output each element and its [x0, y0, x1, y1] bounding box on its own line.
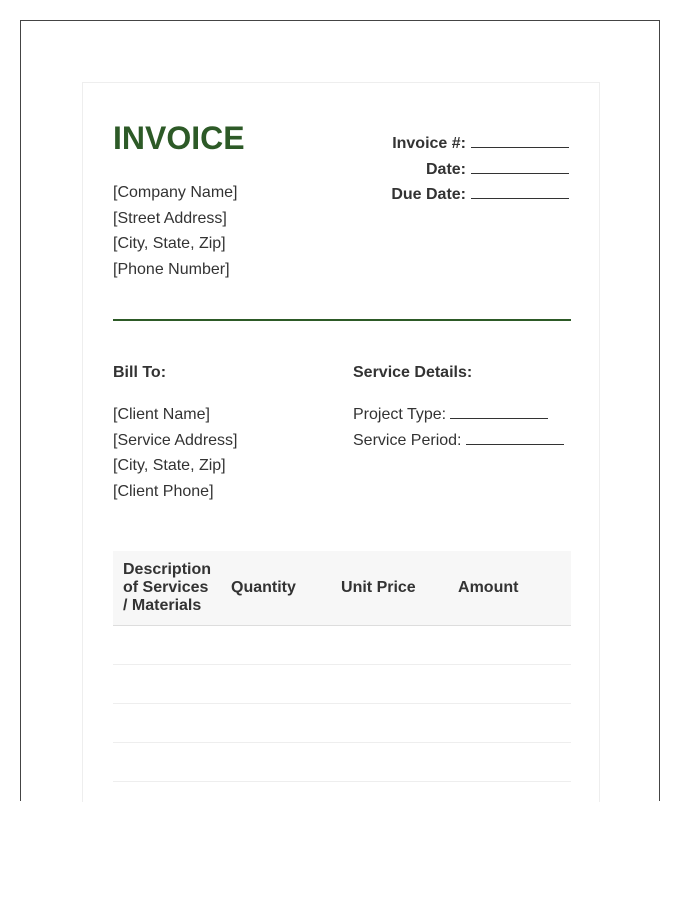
- table-cell[interactable]: [113, 626, 221, 665]
- invoice-number-blank[interactable]: [471, 131, 569, 148]
- table-cell[interactable]: [448, 743, 571, 782]
- table-cell[interactable]: [113, 704, 221, 743]
- invoice-card: [82, 82, 600, 802]
- table-cell[interactable]: [221, 704, 331, 743]
- service-period-blank[interactable]: [466, 428, 564, 445]
- table-cell[interactable]: [113, 665, 221, 704]
- client-address: [Service Address]: [113, 431, 238, 449]
- client-name: [Client Name]: [113, 406, 210, 423]
- table-cell[interactable]: [221, 626, 331, 665]
- header-quantity: Quantity: [221, 551, 331, 626]
- service-info: [353, 402, 564, 453]
- table-cell[interactable]: [331, 665, 448, 704]
- table-cell[interactable]: [448, 626, 571, 665]
- company-name: [Company Name]: [113, 184, 238, 201]
- date-label: Date:: [425, 160, 466, 178]
- service-period-row: [353, 428, 564, 454]
- date-row: [391, 157, 569, 183]
- project-type-row: [353, 402, 564, 428]
- due-date-row: [391, 182, 569, 208]
- table-cell[interactable]: [221, 743, 331, 782]
- table-row: [113, 743, 571, 782]
- table-row: [113, 665, 571, 704]
- page-frame: [20, 20, 660, 801]
- table-cell[interactable]: [448, 665, 571, 704]
- header-divider: [113, 319, 571, 321]
- header-unit-price: Unit Price: [331, 551, 448, 626]
- bill-to-title: Bill To:: [113, 364, 167, 381]
- table-cell[interactable]: [331, 704, 448, 743]
- service-details-title: Service Details:: [353, 364, 473, 381]
- company-street: [Street Address]: [113, 209, 227, 227]
- date-blank[interactable]: [471, 157, 569, 174]
- table-header-row: [113, 551, 571, 626]
- due-date-label: Due Date:: [391, 186, 466, 203]
- items-table: [113, 551, 571, 782]
- invoice-title: INVOICE: [113, 120, 245, 156]
- service-period-label: Service Period:: [353, 431, 462, 449]
- header-description: Description of Services / Materials: [113, 551, 221, 626]
- client-info: [113, 402, 238, 504]
- invoice-number-label: Invoice #:: [392, 135, 466, 152]
- client-phone: [Client Phone]: [113, 482, 214, 500]
- project-type-blank[interactable]: [450, 402, 548, 419]
- due-date-blank[interactable]: [471, 182, 569, 199]
- invoice-number-row: [391, 131, 569, 157]
- table-row: [113, 626, 571, 665]
- table-row: [113, 704, 571, 743]
- client-city: [City, State, Zip]: [113, 457, 226, 474]
- table-cell[interactable]: [448, 704, 571, 743]
- table-cell[interactable]: [113, 743, 221, 782]
- table-cell[interactable]: [331, 743, 448, 782]
- invoice-meta: [391, 131, 569, 208]
- company-city: [City, State, Zip]: [113, 235, 226, 252]
- header-amount: Amount: [448, 551, 571, 626]
- company-phone: [Phone Number]: [113, 260, 230, 278]
- table-cell[interactable]: [221, 665, 331, 704]
- project-type-label: Project Type:: [353, 406, 447, 423]
- table-cell[interactable]: [331, 626, 448, 665]
- company-info: [113, 180, 238, 282]
